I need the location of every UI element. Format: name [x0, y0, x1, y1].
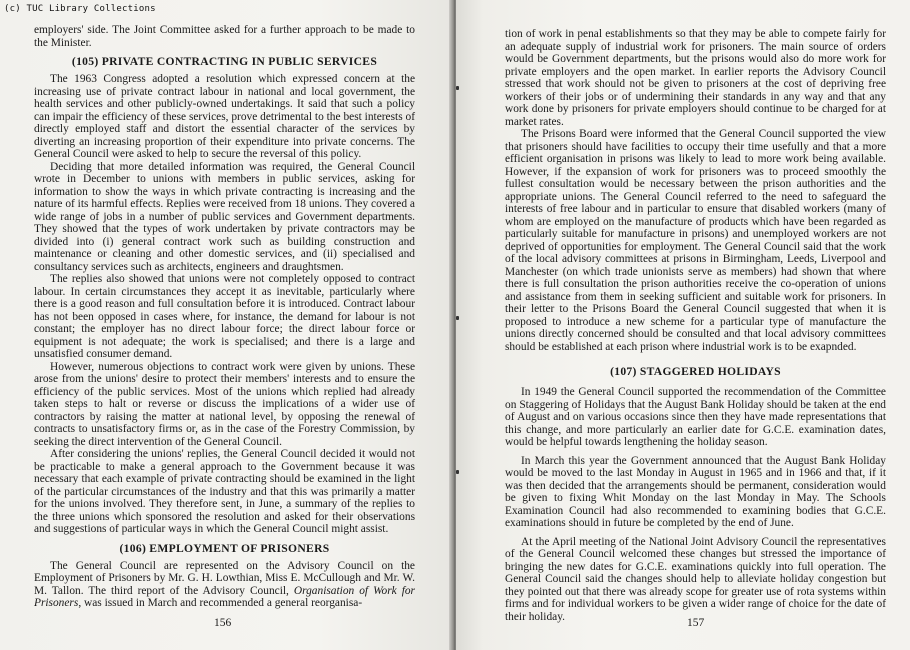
section-107-paragraph-1: In 1949 the General Council supported the recommendation of the Committee on Staggering of Holidays that the August Bank Holiday should be taken at the end of August and on various occasions since then they have made representations that this change, and more particularly an earlier date for G.C.E. examination dates, would be helpful towards lengthening the holiday season.: [505, 386, 886, 448]
section-105-paragraph-1: The 1963 Congress adopted a resolution which expressed concern at the increasing use of private contract labour in national and local government, the health services and other publicly-owned undertakings. It said that such a policy can impair the efficiency of these services, prove detrimental to the best interests of directly employed staff and distort the essential character of the services by diverting an increasing proportion of their expenditure into private concerns. The General Council were asked to help to secure the reversal of this policy.: [34, 73, 415, 160]
section-107-heading: (107) STAGGERED HOLIDAYS: [610, 365, 781, 378]
section-105-paragraph-4: However, numerous objections to contract work were given by unions. These arose from the unions' desire to protect their members' interests and to ensure the efficiency of the public services. Most of the unions which replied had already taken steps to halt or reverse or discuss the implications of a wider use of contractors by raising the matter at national level, by opposing the renewal of contracts to unsatisfactory firms or, as in the case of the Forestry Commission, by seeking the direct intervention of the General Council.: [34, 360, 415, 448]
left-page: [0, 0, 452, 650]
section-105-paragraph-3: The replies also showed that unions were not completely opposed to contract labour. In certain circumstances they accept it as inevitable, particularly where there is a good reason and full consultation before it is introduced. Contract labour has not been opposed in cases where, for instance, the demand for labour is not constant; the employer has no direct labour force; the direct labour force or equipment is not adequate; the work is specialised; and there is a large and unsatisfied consumer demand.: [34, 273, 415, 360]
section-106-text-start: The General Council are represented on the Advisory Council on the Employment of Prisoners by Mr. G. H. Lowthian, Miss E. McCullough and Mr. W. M. Tallon. The third report of the Advisory Council,: [34, 559, 415, 597]
section-106-text-end: , was issued in March and recommended a general reorganisa-: [78, 597, 363, 609]
binding-mark: [456, 470, 459, 474]
section-107-paragraph-2: In March this year the Government announced that the August Bank Holiday would be moved to the last Monday in August in 1965 and in 1966 and that, if it was then decided that the arrangements should be permanent, consideration would be given to fixing Whit Monday on the last Monday in May. The Schools Examination Council had also recommended to examining bodies that G.C.E. examinations should in future be completed by the end of June.: [505, 454, 886, 529]
right-page: [456, 0, 910, 650]
right-page-number: 157: [687, 617, 705, 629]
section-106-heading: (106) EMPLOYMENT OF PRISONERS: [119, 541, 330, 555]
section-105-paragraph-5: After considering the unions' replies, the General Council decided it would not be practicable to make a general approach to the Government because it was necessary that each example of private contracting should be examined in the light of the particular circumstances of the industry and that this was primarily a matter for the unions involved. They therefore sent, in June, a summary of the replies to the three unions which sponsored the resolution and asked for their observations and suggestions of particular ways in which the General Council might assist.: [34, 448, 415, 535]
right-page-text: [505, 28, 886, 623]
section-105-paragraph-2: Deciding that more detailed information was required, the General Council wrote in December to unions with members in public services, asking for information to show the ways in which private contracting is increasing and the nature of its harmful effects. Replies were received from 18 unions. They covered a wide range of jobs in a number of public services and Government departments. They showed that the types of work undertaken by private contractors may be divided into (i) general contract work such as building construction and maintenance or cleaning and other domestic services, and (ii) specialised and consultancy services such as architects, engineers and draughtsmen.: [34, 160, 415, 273]
section-107-paragraph-3: At the April meeting of the National Joint Advisory Council the representatives of the General Council welcomed these changes but stressed the importance of bringing the new dates for G.C.E. examinations quickly into full operation. The General Council said the changes should help to alleviate holiday congestion but they pointed out that there was already scope for greater use of rota systems within firms and for individual workers to be given a wider range of choice for the date of their holiday.: [505, 535, 886, 623]
section-105-heading: (105) PRIVATE CONTRACTING IN PUBLIC SERVICES: [71, 55, 378, 68]
binding-mark: [456, 86, 459, 90]
carryover-paragraph: employers' side. The Joint Committee asked for a further approach to be made to the Minister.: [34, 24, 415, 49]
left-page-number: 156: [214, 617, 232, 629]
copyright-watermark: (c) TUC Library Collections: [4, 4, 156, 14]
left-page-text: [34, 24, 415, 610]
binding-mark: [456, 316, 459, 320]
prisons-board-paragraph: The Prisons Board were informed that the General Council supported the view that prisoners should have facilities to occupy their time usefully and that a more efficient organisation in prisons was likely to lead to more work being available. However, if the expansion of work for prisoners was to proceed smoothly the fullest consultation would be necessary between the prison authorities and the appropriate unions. The General Council referred to the need to safeguard the interests of free labour and in particular to ensure that disabled workers (many of whom are employed on the manufacture of products which have been regarded as particularly suitable for manufacture in prisons) and unemployed workers are not deprived of opportunities for employment. The General Council said that the work of the local advisory committees at prisons in Birmingham, Leeds, Liverpool and Manchester (on which trade unionists serve as members) had shown that where there is full consultation the prison authorities receive the co-operation of unions and assistance from them in seeking sufficient and suitable work for prisoners. In their letter to the Prisons Board the General Council suggested that when it is proposed to introduce a new scheme for a particular type of manufacture the unions directly concerned should be consulted and that local advisory committees should be established at each prison where industrial work is to be exapnded.: [505, 128, 886, 353]
report-title: Organisation of Work for Prisoners: [34, 584, 415, 609]
section-106-paragraph-1: [34, 560, 415, 610]
continuation-paragraph: tion of work in penal establishments so that they may be able to compete fairly for an adequate supply of industrial work for prisoners. The main source of orders would be Government departments, but the prisons would also do more work for private employers and the open market. In earlier reports the Advisory Council stressed that work should not be given to prisoners at the cost of depriving free workers of their jobs or of undermining their standards in any way and that any work done by prisoners for private employers should continue to be charged for at market rates.: [505, 28, 886, 128]
